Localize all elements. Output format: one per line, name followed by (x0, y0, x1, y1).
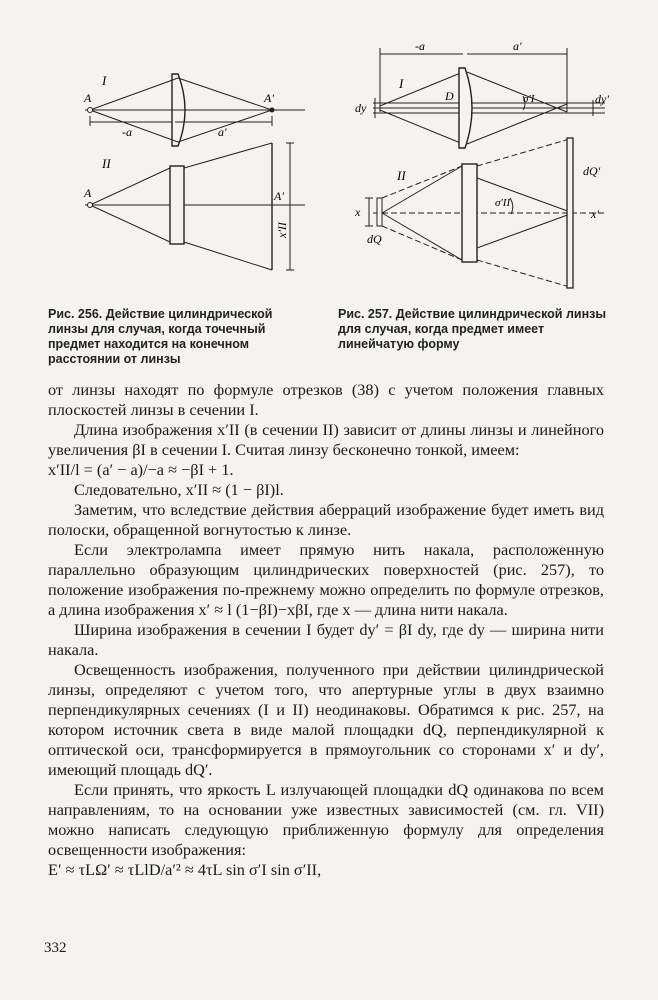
label-I: I (102, 73, 107, 88)
label-dy: dy (355, 101, 367, 115)
label-x-II: x'II (275, 222, 289, 238)
formula: E′ ≈ τLΩ′ ≈ τLlD/a′² ≈ 4τL sin σ′I sin σ′II, (48, 860, 322, 879)
label-I: I (399, 76, 404, 91)
ray (467, 72, 567, 112)
label-dy-prime: dy' (595, 92, 609, 106)
figure-257 (355, 38, 620, 300)
ray (382, 226, 462, 260)
label-II: II (102, 156, 111, 171)
label-sigma-I: σ'I (523, 93, 535, 105)
paragraph: Если электролампа имеет прямую нить накала, расположенную параллельно образующим цилиндрических поверхностей (рис. 257), то положение изображения по-прежнему можно определить по формуле отрезков, а длина изображения x′ ≈ l (1−βI)−xβI, где x — длина нити накала. (48, 540, 604, 619)
ray (382, 213, 462, 260)
ray (184, 143, 272, 168)
ray (382, 166, 462, 213)
label-minus-a: -a (122, 125, 132, 139)
label-a-prime: a' (218, 125, 227, 139)
formula: x′II/l = (a′ − a)/−a ≈ −βI + 1. (48, 460, 234, 479)
ray (467, 104, 567, 144)
body-text (48, 380, 604, 880)
paragraph: Длина изображения x′II (в сечении II) зависит от длины линзы и линейного увеличения βI в сечении I. Считая линзу бесконечно тонкой, имеем: (48, 420, 604, 459)
label-sigma-II: σ'II (495, 197, 511, 209)
ray (178, 78, 272, 110)
figure-257-caption: Рис. 257. Действие цилиндрической линзы для случая, когда предмет имеет линейчатую форму (338, 307, 607, 351)
paragraph: Если принять, что яркость L излучающей площадки dQ одинакова по всем направлениям, то на основании уже известных зависимостей (см. гл. VII) можно написать следующую приближенную формулу для определения освещенности изображения: (48, 780, 604, 859)
ray (477, 213, 573, 248)
ray (380, 110, 463, 144)
paragraph: Ширина изображения в сечении I будет dy′ = βI dy, где dy — ширина нити накала. (48, 620, 604, 659)
ray (477, 260, 573, 288)
label-a-prime: a' (513, 39, 522, 53)
label-A-prime-2: A' (274, 189, 284, 203)
ray (382, 166, 462, 198)
label-dQ-prime: dQ' (583, 164, 601, 178)
ray (90, 110, 178, 142)
label-A: A (84, 91, 92, 105)
cylindrical-lens-side (462, 164, 477, 262)
paragraph: Освещенность изображения, полученного при действии цилиндрической линзы, определяют с учетом того, что апертурные углы в двух взаимно перпендикулярных сечениях (I и II) неодинаковы. Обратимся к рис. 257, на котором источник света в виде малой площадки dQ, перпендикулярной к оптической оси, трансформируется в прямоугольник со сторонами x′ и dy′, имеющий площадь dQ′. (48, 660, 604, 779)
label-D: D (445, 89, 454, 103)
label-minus-a: -a (415, 39, 425, 53)
cylindrical-lens-side (170, 166, 184, 244)
ray (184, 242, 272, 270)
image-rectangle (567, 138, 573, 288)
figure-256 (60, 60, 320, 295)
label-A2: A (84, 186, 92, 200)
label-dQ: dQ (367, 232, 382, 246)
ray (477, 178, 573, 213)
ray (477, 138, 573, 166)
label-II: II (397, 168, 406, 183)
label-x-prime: x' (591, 207, 599, 221)
cylindrical-lens (459, 68, 472, 148)
label-x: x (355, 205, 361, 219)
page-number: 332 (44, 940, 67, 956)
filament (377, 198, 382, 226)
paragraph: Следовательно, x′II ≈ (1 − βI)l. (74, 480, 284, 499)
figure-256-caption: Рис. 256. Действие цилиндрической линзы для случая, когда точечный предмет находится на конечном расстоянии от линзы (48, 307, 273, 366)
paragraph: от линзы находят по формуле отрезков (38) с учетом положения главных плоскостей линзы в сечении I. (48, 380, 604, 419)
ray (90, 168, 170, 205)
label-A-prime: A' (264, 91, 274, 105)
paragraph: Заметим, что вследствие действия аберраций изображение будет иметь вид полоски, обращенной вогнутостью к линзе. (48, 500, 604, 539)
ray (90, 205, 170, 242)
